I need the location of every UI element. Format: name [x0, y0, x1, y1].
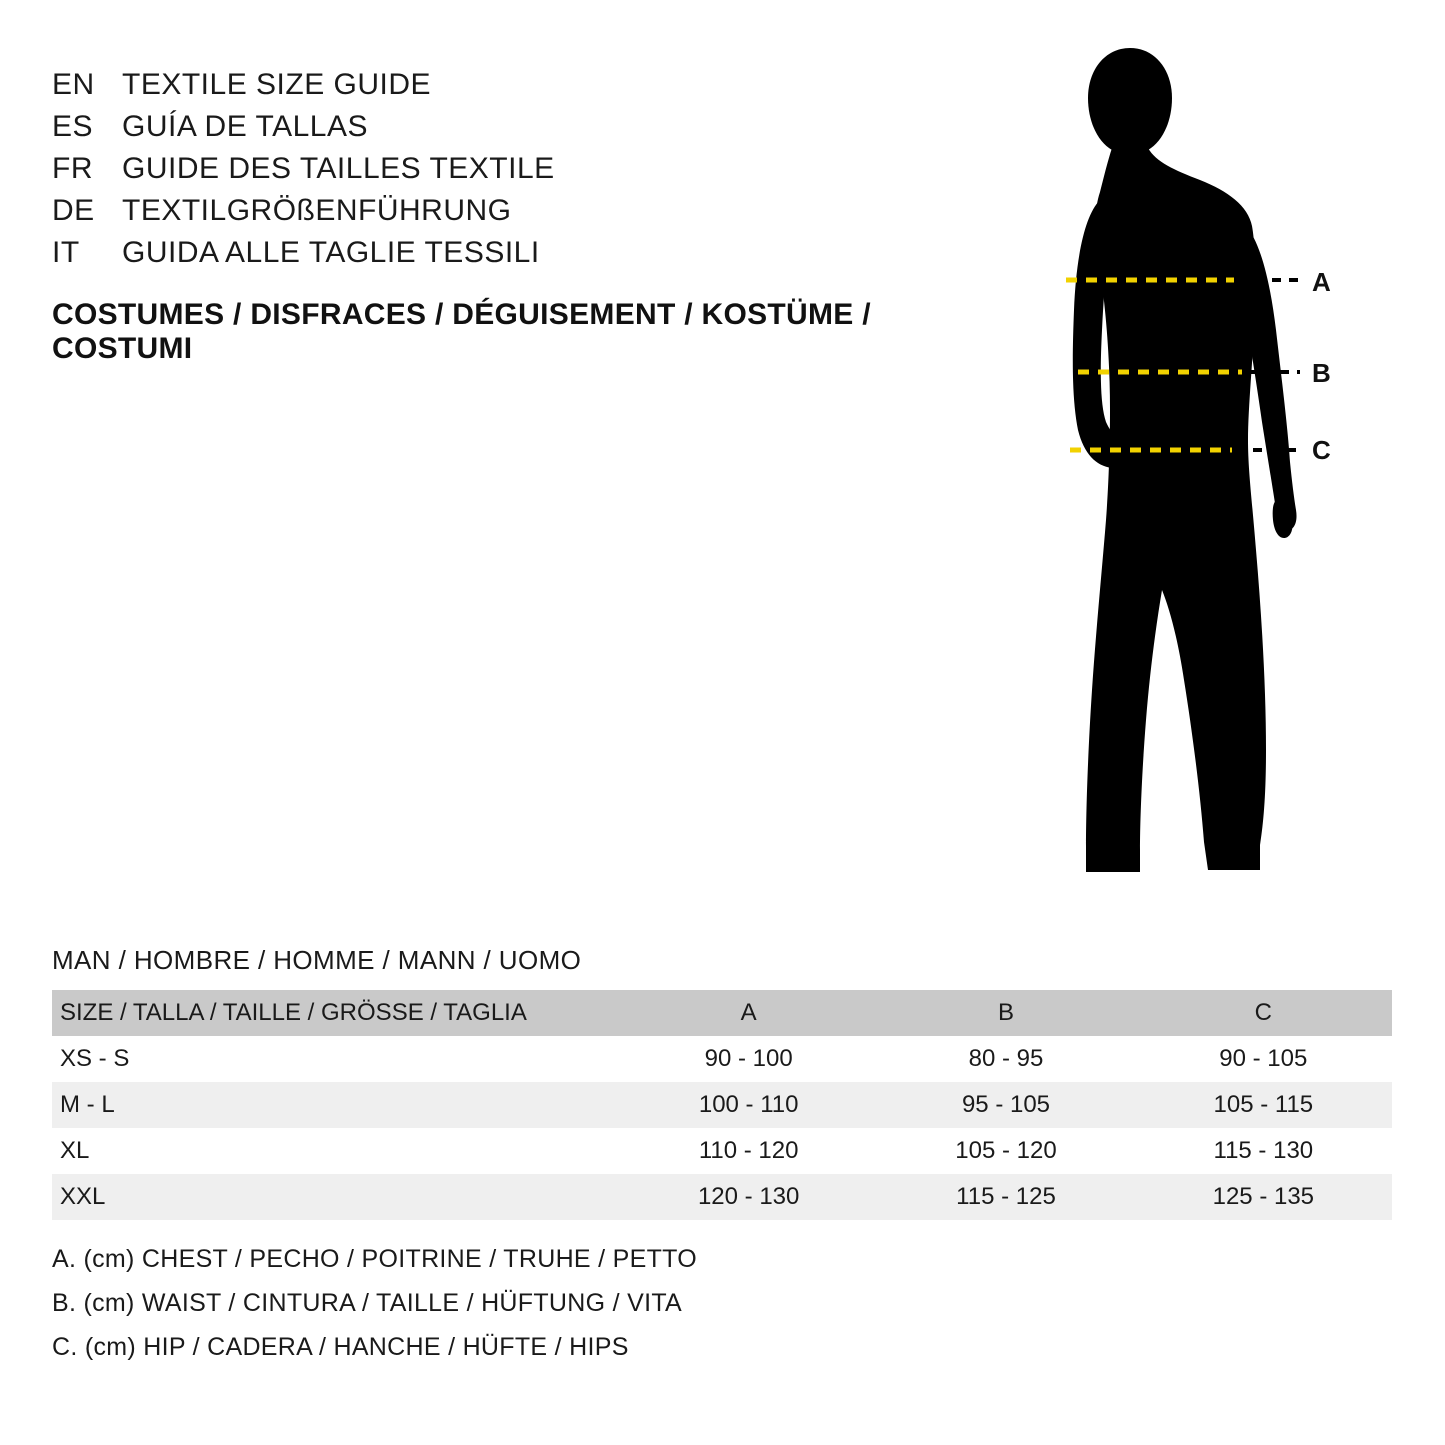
language-code-de: DE	[52, 194, 95, 227]
cell-c: 125 - 135	[1212, 1183, 1315, 1210]
legend-line-c: C. (cm) HIP / CADERA / HANCHE / HÜFTE / HIPS	[52, 1333, 629, 1361]
language-text-es: GUÍA DE TALLAS	[122, 110, 368, 143]
table-header-c: C	[1254, 999, 1272, 1026]
language-row-en	[52, 68, 972, 102]
table-header-size: SIZE / TALLA / TAILLE / GRÖSSE / TAGLIA	[60, 999, 527, 1026]
measure-label-c: C	[1312, 435, 1331, 465]
language-code-en: EN	[52, 68, 95, 101]
legend-line-b: B. (cm) WAIST / CINTURA / TAILLE / HÜFTUNG / VITA	[52, 1289, 683, 1317]
language-text-de: TEXTILGRÖßENFÜHRUNG	[122, 194, 512, 227]
size-table-section	[52, 945, 1392, 1220]
cell-b: 105 - 120	[955, 1137, 1057, 1164]
category-title: COSTUMES / DISFRACES / DÉGUISEMENT / KOSTÜME / COSTUMI	[52, 298, 871, 365]
measurement-legend	[52, 1245, 952, 1377]
table-row	[52, 1036, 1392, 1082]
legend-line-a: A. (cm) CHEST / PECHO / POITRINE / TRUHE / PETTO	[52, 1245, 698, 1273]
language-row-it	[52, 236, 972, 270]
table-row	[52, 1174, 1392, 1220]
cell-a: 90 - 100	[704, 1045, 793, 1072]
table-header-row	[52, 990, 1392, 1036]
cell-c: 90 - 105	[1219, 1045, 1308, 1072]
table-header-a: A	[740, 999, 757, 1026]
cell-size: XL	[60, 1137, 90, 1164]
table-row	[52, 1082, 1392, 1128]
language-list	[52, 68, 972, 366]
language-code-it: IT	[52, 236, 80, 269]
language-code-es: ES	[52, 110, 94, 143]
cell-size: XS - S	[60, 1045, 130, 1072]
cell-size: XXL	[60, 1183, 106, 1210]
table-head	[52, 990, 1392, 1036]
language-row-fr	[52, 152, 972, 186]
language-text-it: GUIDA ALLE TAGLIE TESSILI	[122, 236, 540, 269]
cell-a: 110 - 120	[698, 1137, 799, 1164]
language-row-es	[52, 110, 972, 144]
language-code-fr: FR	[52, 152, 93, 185]
measure-label-a: A	[1312, 267, 1331, 297]
language-text-fr: GUIDE DES TAILLES TEXTILE	[122, 152, 555, 185]
table-caption: MAN / HOMBRE / HOMME / MANN / UOMO	[52, 945, 582, 975]
table-body	[52, 1036, 1392, 1220]
cell-size: M - L	[60, 1091, 115, 1118]
language-text-en: TEXTILE SIZE GUIDE	[122, 68, 432, 101]
measure-label-b: B	[1312, 358, 1331, 388]
cell-b: 80 - 95	[968, 1045, 1044, 1072]
size-table	[52, 990, 1392, 1220]
language-row-de	[52, 194, 972, 228]
table-row	[52, 1128, 1392, 1174]
table-header-b: B	[997, 999, 1014, 1026]
silhouette-figure	[960, 30, 1380, 900]
cell-c: 105 - 115	[1213, 1091, 1314, 1118]
cell-b: 115 - 125	[956, 1183, 1056, 1210]
cell-c: 115 - 130	[1213, 1137, 1314, 1164]
cell-a: 100 - 110	[698, 1091, 799, 1118]
cell-b: 95 - 105	[961, 1091, 1051, 1118]
cell-a: 120 - 130	[697, 1183, 800, 1210]
